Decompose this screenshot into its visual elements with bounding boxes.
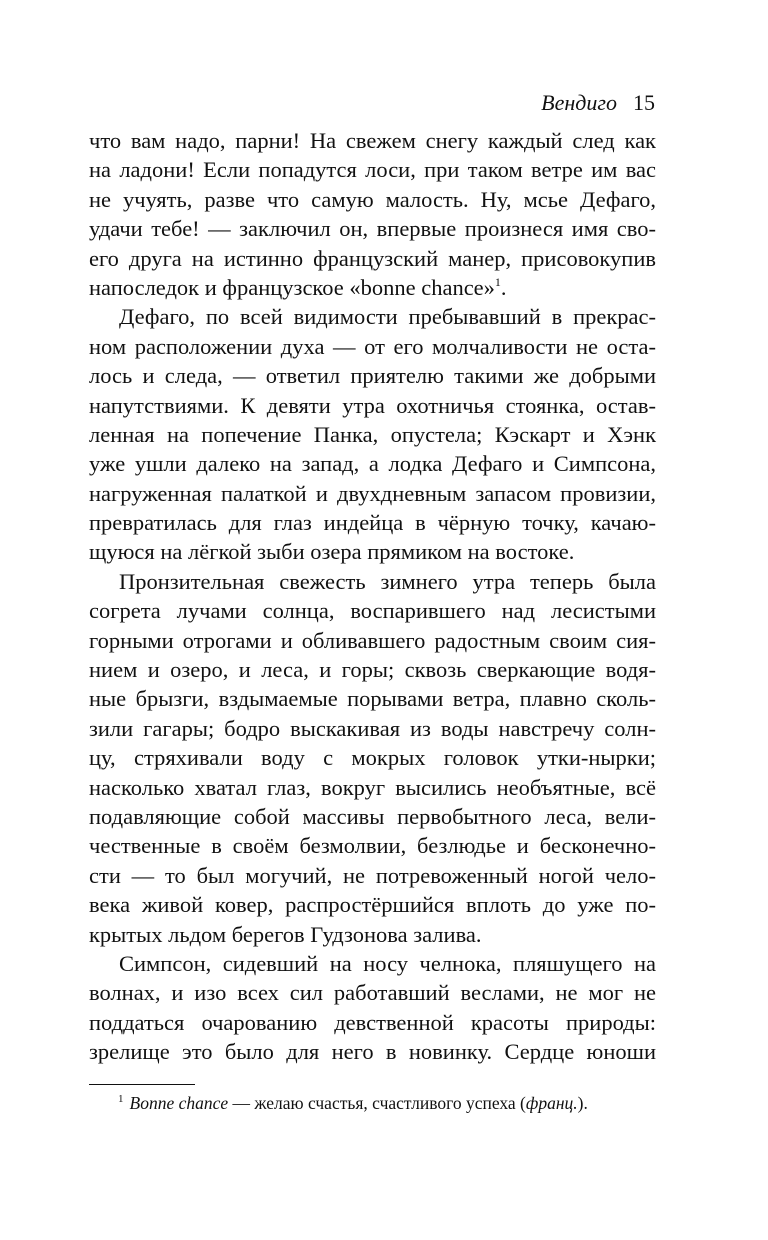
text-line: волнах, и изо всех сил работавший веслами, не мог не: [89, 980, 656, 1006]
text-line: напутствиями. К девяти утра охотничья стоянка, остав-: [89, 392, 656, 418]
footnote-text: — желаю счастья, счастливого успеха (: [228, 1093, 526, 1113]
footnote: [118, 1091, 588, 1115]
text-line: Пронзительная свежесть зимнего утра теперь была: [119, 568, 656, 594]
text-line: насколько хватал глаз, вокруг высились необъятные, всё: [89, 774, 656, 800]
text-line: горными отрогами и обливавшего радостным своим сия-: [89, 627, 656, 653]
sentence-end: .: [500, 274, 507, 300]
text-line: поддаться очарованию девственной красоты природы:: [89, 1009, 656, 1035]
text-line: сти — то был могучий, не потревоженный ногой чело-: [89, 862, 656, 888]
text-line: Симпсон, сидевший на носу челнока, пляшущего на: [119, 950, 656, 976]
text-line: цу, стряхивали воду с мокрых головок утки-нырки;: [89, 745, 656, 771]
page-number: 15: [633, 90, 655, 115]
running-title: Вендиго: [541, 90, 617, 115]
text-line-content: напоследок и французское «bonne chance»: [89, 274, 495, 300]
running-head: [541, 88, 655, 118]
footnote-term: Bonne chance: [129, 1093, 229, 1113]
text-line: нием и озеро, и леса, и горы; сквозь сверкающие водя-: [89, 657, 656, 683]
text-line: ном расположении духа — от его молчаливости не оста-: [89, 333, 656, 359]
text-line: подавляющие собой массивы первобытного леса, вели-: [89, 803, 656, 829]
text-line: крытых льдом берегов Гудзонова залива.: [89, 921, 482, 947]
text-line: уже ушли далеко на запад, а лодка Дефаго и Симпсона,: [89, 451, 656, 477]
text-line: не учуять, разве что самую малость. Ну, мсье Дефаго,: [89, 186, 656, 212]
text-line: ленная на попечение Панка, опустела; Кэскарт и Хэнк: [89, 421, 656, 447]
body-text: [89, 126, 656, 1067]
text-line: нагруженная палаткой и двухдневным запасом провизии,: [89, 480, 656, 506]
footnote-number: 1: [118, 1093, 124, 1105]
text-line: [89, 273, 656, 302]
text-line: лось и следа, — ответил приятелю такими же добрыми: [89, 363, 656, 389]
footnote-marker[interactable]: 1: [494, 274, 501, 289]
text-line: на ладони! Если попадутся лоси, при таком ветре им вас: [89, 157, 656, 183]
text-line: зили гагары; бодро выскакивая из воды навстречу солн-: [89, 715, 656, 741]
text-line: зрелище это было для него в новинку. Сердце юноши: [89, 1039, 656, 1065]
text-line: превратилась для глаз индейца в чёрную точку, качаю-: [89, 510, 656, 536]
footnote-lang: франц.: [525, 1093, 578, 1113]
text-line: согрета лучами солнца, воспарившего над лесистыми: [89, 598, 656, 624]
text-line: удачи тебе! — заключил он, впервые произнеся имя сво-: [89, 216, 656, 242]
text-line: ные брызги, вздымаемые порывами ветра, плавно сколь-: [89, 686, 656, 712]
footnote-divider: [89, 1084, 195, 1085]
text-line: Дефаго, по всей видимости пребывавший в прекрас-: [119, 304, 656, 330]
text-line: чественные в своём безмолвии, безлюдье и бесконечно-: [89, 833, 656, 859]
text-line: века живой ковер, распростёршийся вплоть до уже по-: [89, 892, 656, 918]
text-line: что вам надо, парни! На свежем снегу каждый след как: [89, 128, 656, 153]
footnote-close: ).: [577, 1093, 588, 1113]
text-line: его друга на истинно французский манер, присовокупив: [89, 245, 656, 271]
text-line: щуюся на лёгкой зыби озера прямиком на востоке.: [89, 539, 575, 565]
